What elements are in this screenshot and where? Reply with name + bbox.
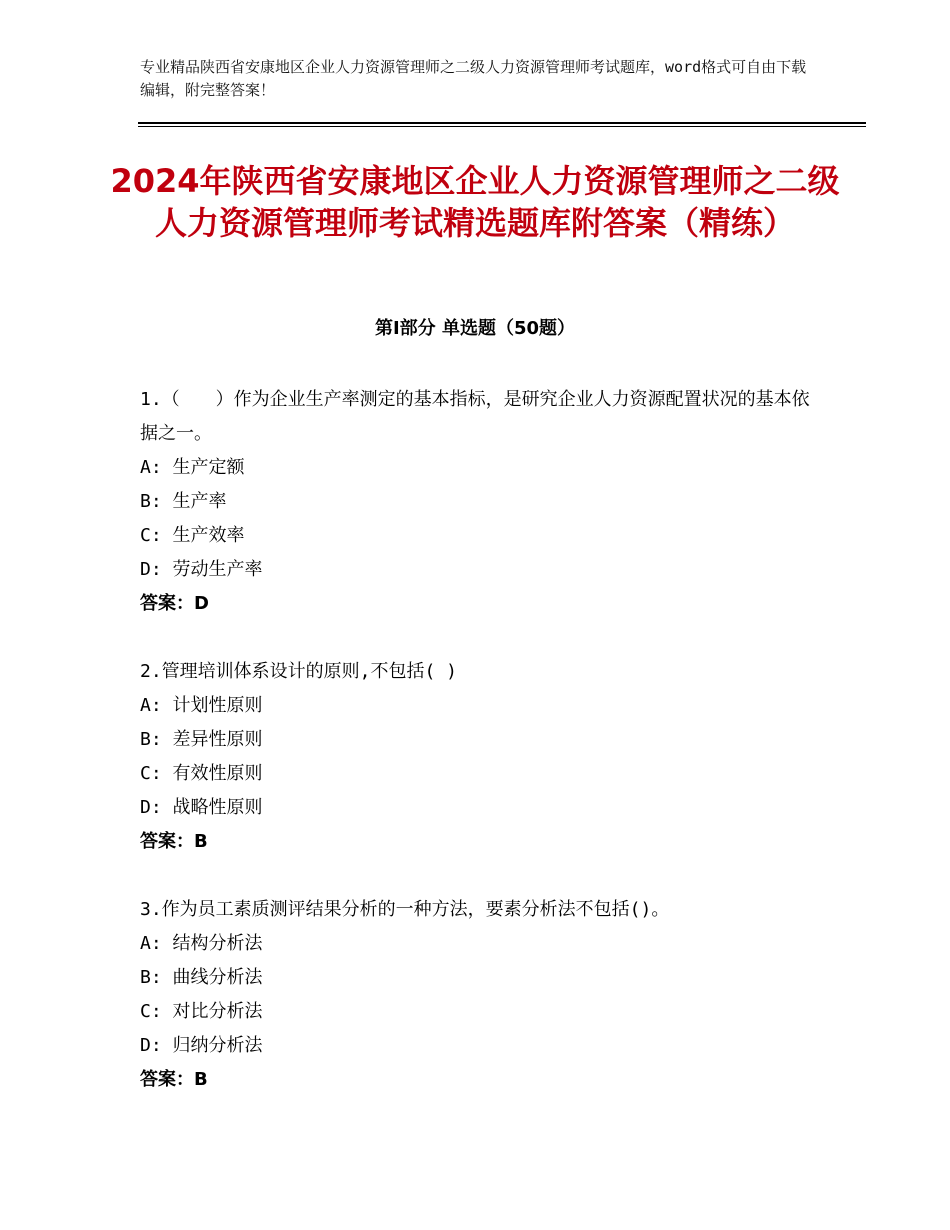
option-a: A: 结构分析法 [140, 933, 263, 954]
option-b: B: 曲线分析法 [140, 967, 263, 988]
question-list [140, 383, 810, 1131]
header-divider [138, 122, 866, 124]
option-a: A: 生产定额 [140, 457, 245, 478]
question-stem: 2.管理培训体系设计的原则,不包括( ) [140, 661, 458, 682]
option-c: C: 有效性原则 [140, 763, 263, 784]
answer-line: 答案：B [140, 1069, 208, 1090]
option-a: A: 计划性原则 [140, 695, 263, 716]
answer-line: 答案：B [140, 831, 208, 852]
question-2 [140, 655, 810, 859]
answer-line: 答案：D [140, 593, 209, 614]
section-heading: 第Ⅰ部分 单选题（50题） [374, 318, 575, 339]
header-note: 专业精品陕西省安康地区企业人力资源管理师之二级人力资源管理师考试题库，word格式可自由下载编辑，附完整答案！ [140, 58, 807, 99]
question-stem: 1.（ ）作为企业生产率测定的基本指标，是研究企业人力资源配置状况的基本依据之一。 [140, 389, 810, 444]
question-stem: 3.作为员工素质测评结果分析的一种方法，要素分析法不包括()。 [140, 899, 670, 920]
option-c: C: 对比分析法 [140, 1001, 263, 1022]
option-c: C: 生产效率 [140, 525, 245, 546]
header-divider-thin [138, 126, 866, 127]
question-1 [140, 383, 810, 621]
option-d: D: 劳动生产率 [140, 559, 263, 580]
option-d: D: 战略性原则 [140, 797, 263, 818]
question-3 [140, 893, 810, 1097]
option-b: B: 差异性原则 [140, 729, 263, 750]
document-title: 2024年陕西省安康地区企业人力资源管理师之二级人力资源管理师考试精选题库附答案（精练） [110, 162, 840, 242]
option-b: B: 生产率 [140, 491, 227, 512]
option-d: D: 归纳分析法 [140, 1035, 263, 1056]
